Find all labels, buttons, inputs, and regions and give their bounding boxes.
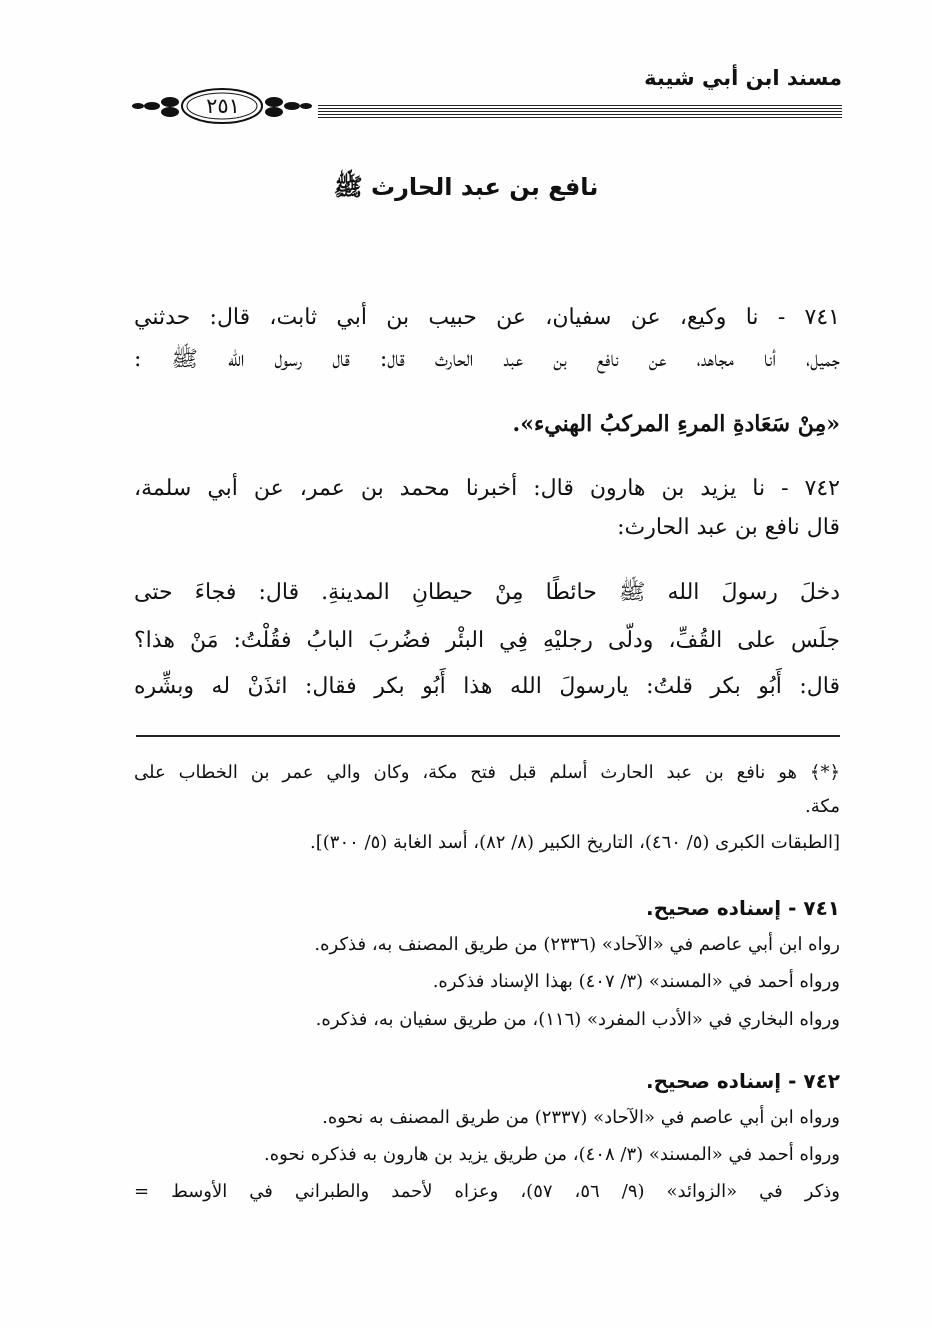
- footnote-line: مكة.: [805, 796, 840, 817]
- footnote-line: ﴿*﴾ هو نافع بن عبد الحارث أسلم قبل فتح مكة، وكان والي عمر بن الخطاب على: [134, 762, 840, 783]
- body-line: قال نافع بن عبد الحارث:: [617, 515, 840, 540]
- footnote-heading: ٧٤١ - إسناده صحيح.: [646, 896, 840, 920]
- footnote-line: ورواه ابن أبي عاصم في «الآحاد» (٢٣٣٧) من طريق المصنف به نحوه.: [322, 1107, 840, 1128]
- hadith-text: «مِنْ سَعَادةِ المرءِ المركبُ الهنيء».: [512, 411, 840, 437]
- footnote-heading: ٧٤٢ - إسناده صحيح.: [646, 1069, 840, 1093]
- body-line: ٧٤١ - نا وكيع، عن سفيان، عن حبيب بن أبي ثابت، قال: حدثني: [134, 305, 840, 330]
- footnote-line: رواه ابن أبي عاصم في «الآحاد» (٢٣٣٦) من طريق المصنف به، فذكره.: [314, 934, 840, 955]
- footnote-line: ورواه أحمد في «المسند» (٣/ ٤٠٧) بهذا الإسناد فذكره.: [432, 971, 840, 992]
- footnote-line: ورواه أحمد في «المسند» (٣/ ٤٠٨)، من طريق يزيد بن هارون به فذكره نحوه.: [263, 1144, 840, 1165]
- body-line: ٧٤٢ - نا يزيد بن هارون قال: أخبرنا محمد بن عمر، عن أبي سلمة،: [134, 476, 840, 501]
- footnote-line: ورواه البخاري في «الأدب المفرد» (١١٦)، من طريق سفيان به، فذكره.: [315, 1009, 840, 1030]
- page-number: ٢٥١: [206, 94, 240, 118]
- body-line: دخلَ رسولَ الله ﷺ حائطًا مِنْ حيطانِ المدينةِ. قال: فجاءَ حتى: [134, 580, 840, 605]
- footnote-citation: [الطبقات الكبرى (٥/ ٤٦٠)، التاريخ الكبير (٨/ ٨٢)، أسد الغابة (٥/ ٣٠٠)].: [310, 832, 840, 853]
- body-line: قال: أَبُو بكر قلتُ: يارسولَ الله هذا أَبُو بكر فقال: ائذَنْ له وبشِّره: [134, 674, 840, 699]
- footnote-separator: [136, 735, 840, 737]
- body-line: جلَس على القُفِّ، ودلّى رجليْهِ فِي البئْر فضُربَ البابُ فقُلْتُ: مَنْ هذا؟: [134, 628, 840, 653]
- header-rule: [318, 104, 842, 118]
- body-line: جميل، أنا مجاهد، عن نافع بن عبد الحارث قال: قال رسول الله ﷺ :: [134, 347, 840, 372]
- running-head: مسند ابن أبي شيبة: [644, 66, 842, 90]
- footnote-line: وذكر في «الزوائد» (٩/ ٥٦، ٥٧)، وعزاه لأحمد والطبراني في الأوسط =: [134, 1181, 840, 1202]
- chapter-title: نافع بن عبد الحارث ﷺ: [333, 173, 599, 201]
